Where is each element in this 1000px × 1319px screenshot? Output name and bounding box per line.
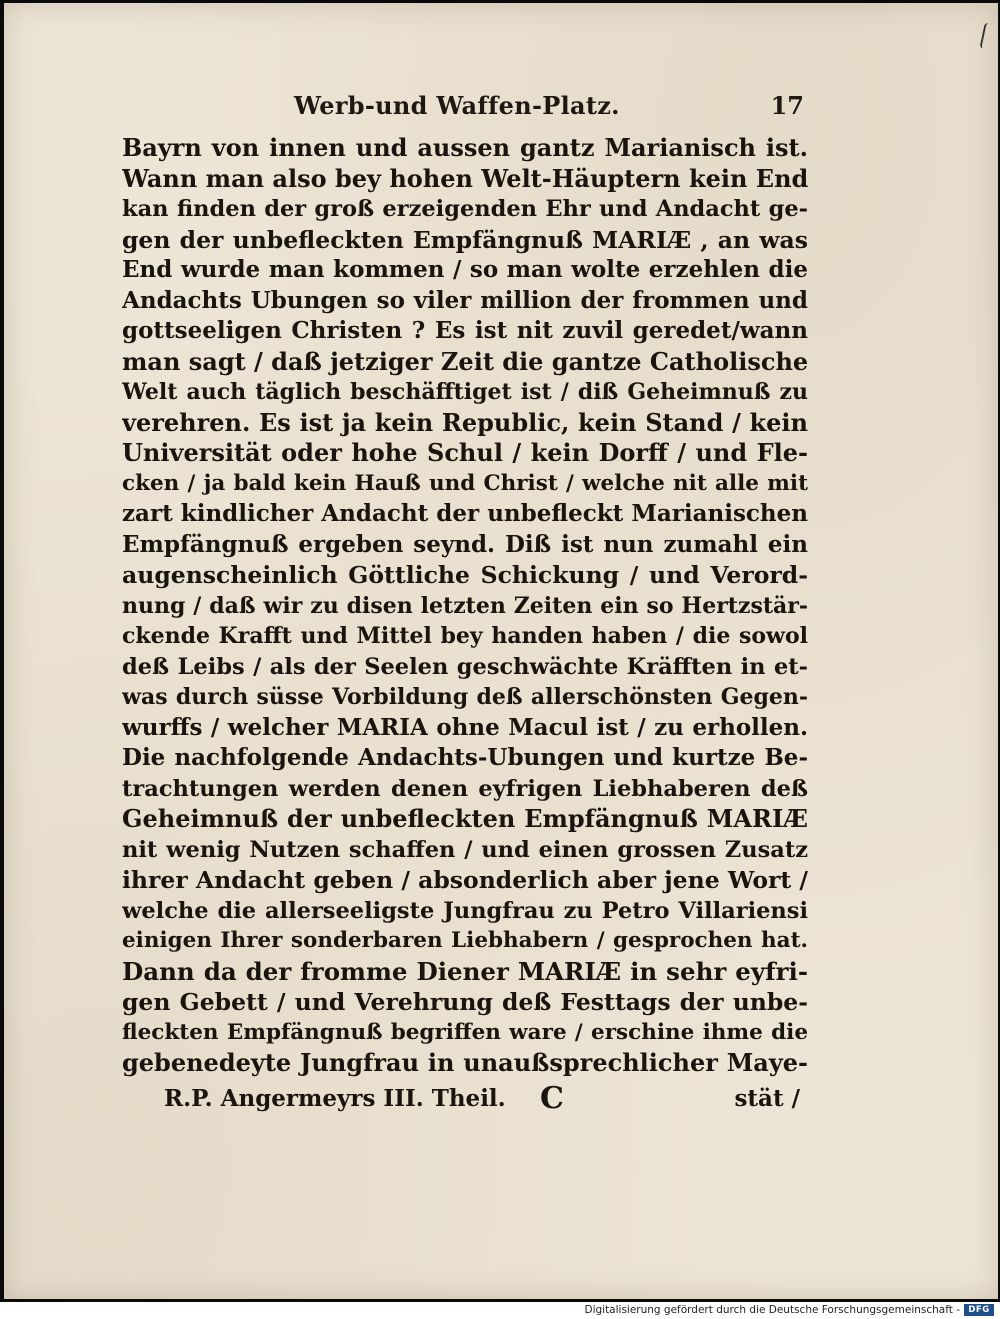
text-line: ihrer Andacht geben / absonderlich aber jene Wort /: [122, 866, 808, 894]
text-line: gottseeligen Christen ? Es ist nit zuvil geredet/wann: [122, 317, 808, 344]
text-line: verehren. Es ist ja kein Republic, kein Stand / kein: [122, 407, 808, 437]
text-line: fleckten Empfängnuß begriffen ware / erschine ihme die: [122, 1019, 808, 1045]
funding-credit: Digitalisierung gefördert durch die Deutsche Forschungsgemeinschaft -: [584, 1304, 960, 1316]
running-head: [124, 91, 804, 127]
text-line: gebenedeyte Jungfrau in unaußsprechlicher Maye-: [122, 1048, 808, 1077]
signature-mark: C: [540, 1081, 564, 1116]
text-line: gen der unbefleckten Empfängnuß MARIÆ , an was: [122, 225, 808, 254]
text-line: augenscheinlich Göttliche Schickung / und Verord-: [122, 561, 808, 589]
text-line: man sagt / daß jetziger Zeit die gantze Catholische: [122, 346, 808, 376]
text-line: End wurde man kommen / so man wolte erzehlen die: [122, 256, 808, 283]
text-line: nung / daß wir zu disen letzten Zeiten ein so Hertzstär-: [122, 592, 808, 619]
text-line: Andachts Ubungen so viler million der frommen und: [122, 286, 808, 314]
text-line: Empfängnuß ergeben seynd. Diß ist nun zumahl ein: [122, 530, 808, 558]
text-line: gen Gebett / und Verehrung deß Festtags der unbe-: [122, 988, 808, 1016]
text-line: Die nachfolgende Andachts-Ubungen und kurtze Be-: [122, 744, 808, 771]
book-page: [4, 3, 998, 1299]
dfg-logo-icon: DFG: [964, 1304, 994, 1316]
signature-author: R.P. Angermeyrs III. Theil.: [164, 1085, 506, 1112]
text-line: welche die allerseeligste Jungfrau zu Petro Villariensi: [122, 897, 808, 924]
text-line: trachtungen werden denen eyfrigen Liebhaberen deß: [122, 775, 808, 802]
page-edge-mark: [979, 22, 992, 49]
credit-bar: [0, 1302, 1000, 1319]
text-line: Wann man also bey hohen Welt-Häuptern kein End: [122, 163, 808, 193]
catchword: stät /: [734, 1085, 800, 1112]
text-line: Universität oder hohe Schul / kein Dorff / und Fle-: [122, 438, 808, 467]
text-line: nit wenig Nutzen schaffen / und einen grossen Zusatz: [122, 836, 808, 863]
text-line: was durch süsse Vorbildung deß allerschönsten Gegen-: [122, 684, 808, 710]
text-line: Dann da der fromme Diener MARIÆ in sehr eyfri-: [122, 956, 808, 986]
page-number: 17: [770, 91, 804, 120]
running-title: Werb-und Waffen-Platz.: [294, 91, 620, 120]
text-line: kan finden der groß erzeigenden Ehr und Andacht ge-: [122, 196, 808, 222]
text-line: zart kindlicher Andacht der unbefleckt Marianischen: [122, 500, 808, 527]
page-footer: [164, 1081, 800, 1119]
text-line: wurffs / welcher MARIA ohne Macul ist / zu erhollen.: [122, 713, 808, 741]
body-text: [122, 133, 808, 1079]
text-line: Welt auch täglich beschäfftiget ist / diß Geheimnuß zu: [122, 379, 808, 405]
text-line: einigen Ihrer sonderbaren Liebhabern / gesprochen hat.: [122, 928, 808, 953]
text-line: Bayrn von innen und aussen gantz Marianisch ist.: [122, 133, 808, 162]
text-line: Geheimnuß der unbefleckten Empfängnuß MARIÆ: [122, 804, 808, 833]
text-line: deß Leibs / als der Seelen geschwächte Kräfften in et-: [122, 653, 808, 680]
text-line: cken / ja bald kein Hauß und Christ / welche nit alle mit: [122, 470, 808, 496]
text-line: ckende Krafft und Mittel bey handen haben / die sowol: [122, 623, 808, 649]
